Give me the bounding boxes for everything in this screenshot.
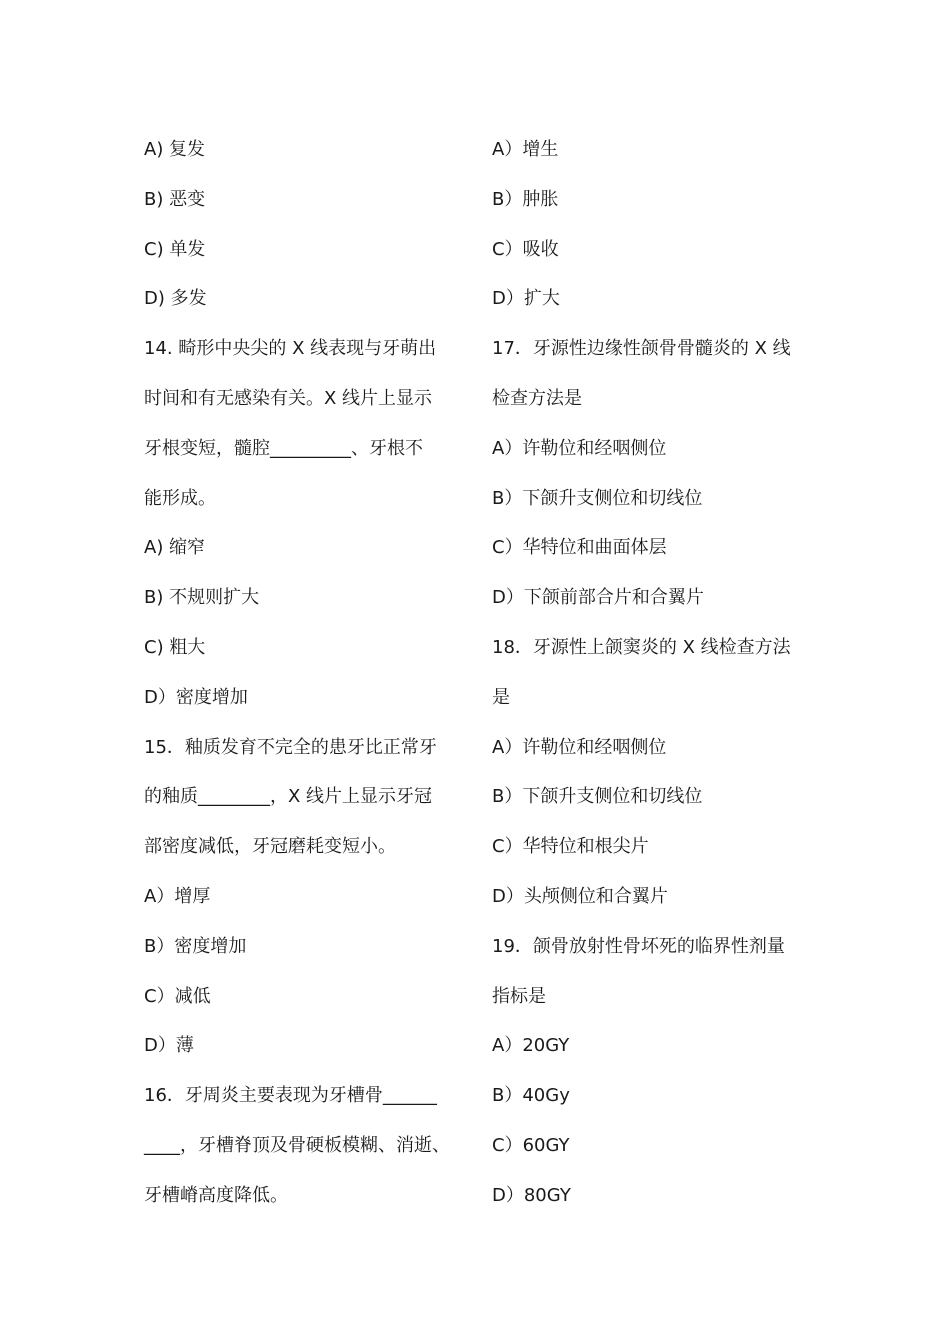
text-line: B）40Gy	[492, 1085, 570, 1107]
text-line: B）下颌升支侧位和切线位	[492, 786, 703, 808]
text-line: 指标是	[492, 985, 546, 1007]
text-line: 17．牙源性边缘性颌骨骨髓炎的 X 线	[492, 338, 791, 360]
text-line: D）扩大	[492, 288, 560, 310]
left-column	[144, 131, 462, 1227]
text-line: B）肿胀	[492, 188, 559, 210]
text-line: A) 缩窄	[144, 537, 206, 559]
text-line: A）20GY	[492, 1035, 570, 1057]
text-line: 牙根变短，髓腔_________、牙根不	[144, 437, 423, 459]
text-line: A）许勒位和经咽侧位	[492, 736, 667, 758]
text-line: ____，牙槽脊顶及骨硬板模糊、消逝、	[144, 1134, 450, 1156]
text-line: 能形成。	[144, 487, 216, 509]
text-line: 18．牙源性上颌窦炎的 X 线检查方法	[492, 636, 791, 658]
text-line: C）华特位和根尖片	[492, 836, 649, 858]
text-line: B）下颌升支侧位和切线位	[492, 487, 703, 509]
text-line: D）密度增加	[144, 686, 248, 708]
text-line: C）减低	[144, 985, 211, 1007]
text-line: 14. 畸形中央尖的 X 线表现与牙萌出	[144, 338, 437, 360]
text-line: D) 多发	[144, 288, 207, 310]
text-line: D）80GY	[492, 1184, 571, 1206]
text-line: A）增厚	[144, 885, 211, 907]
text-line: 是	[492, 686, 510, 708]
text-line: 16．牙周炎主要表现为牙槽骨______	[144, 1085, 437, 1107]
text-line: 部密度减低，牙冠磨耗变短小。	[144, 836, 396, 858]
text-line: C）华特位和曲面体层	[492, 537, 667, 559]
text-line: 19．颌骨放射性骨坏死的临界性剂量	[492, 935, 785, 957]
text-line: D）薄	[144, 1035, 194, 1057]
text-line: D）下颌前部合片和合翼片	[492, 587, 704, 609]
text-line: C) 单发	[144, 238, 206, 260]
text-line: A) 复发	[144, 139, 206, 160]
text-line: C）吸收	[492, 238, 559, 260]
text-line: D）头颅侧位和合翼片	[492, 885, 668, 907]
text-line: B) 不规则扩大	[144, 587, 260, 609]
text-line: 时间和有无感染有关。X 线片上显示	[144, 387, 433, 409]
text-line: A）增生	[492, 139, 559, 160]
text-line: 的釉质________，X 线片上显示牙冠	[144, 786, 433, 808]
text-line: B）密度增加	[144, 935, 247, 957]
right-column	[492, 131, 812, 1227]
text-line: 检查方法是	[492, 387, 582, 409]
text-line: B) 恶变	[144, 188, 206, 210]
text-line: C）60GY	[492, 1134, 570, 1156]
text-line: 15．釉质发育不完全的患牙比正常牙	[144, 736, 437, 758]
text-line: 牙槽嵴高度降低。	[144, 1184, 288, 1206]
text-line: A）许勒位和经咽侧位	[492, 437, 667, 459]
text-line: C) 粗大	[144, 636, 206, 658]
